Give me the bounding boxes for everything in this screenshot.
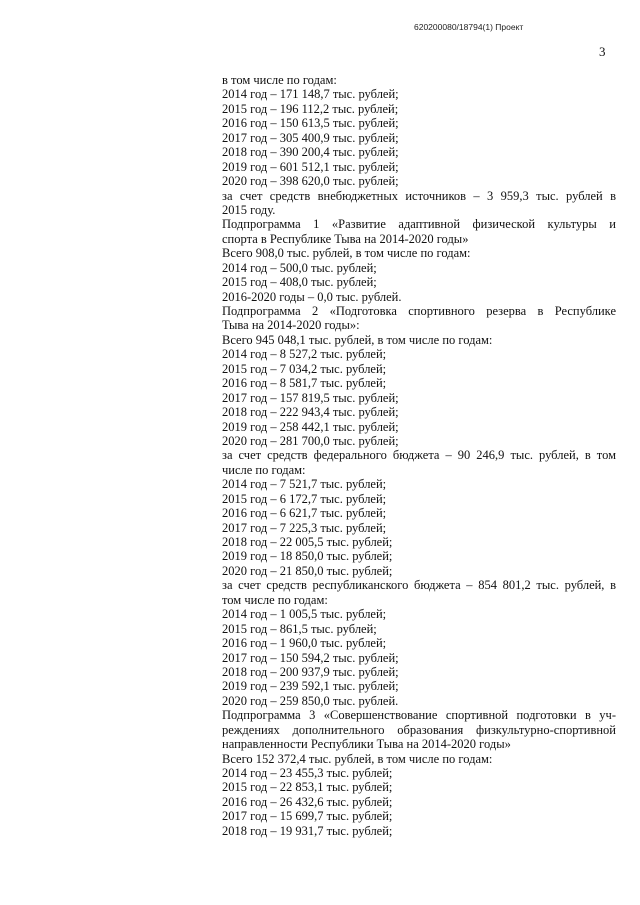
text-line: 2014 год – 8 527,2 тыс. рублей;	[222, 347, 387, 362]
text-line: 2017 год – 15 699,7 тыс. рублей;	[222, 809, 393, 824]
text-line: 2015 год – 6 172,7 тыс. рублей;	[222, 491, 387, 506]
text-line: 2015 год – 22 853,1 тыс. рублей;	[222, 780, 393, 795]
text-line: за счет средств федерального бюджета – 90 246,9 тыс. рублей, в том	[222, 448, 616, 463]
text-line: 2016 год – 6 621,7 тыс. рублей;	[222, 506, 387, 521]
text-line: Всего 945 048,1 тыс. рублей, в том числе по годам:	[222, 332, 493, 347]
text-line: 2019 год – 601 512,1 тыс. рублей;	[222, 159, 399, 174]
text-line: Подпрограмма 2 «Подготовка спортивного резерва в Республике	[222, 304, 616, 318]
text-line: 2020 год – 281 700,0 тыс. рублей;	[222, 433, 399, 448]
text-line: 2018 год – 19 931,7 тыс. рублей;	[222, 823, 393, 838]
text-line: 2020 год – 398 620,0 тыс. рублей;	[222, 174, 399, 189]
text-line: числе по годам:	[222, 462, 306, 477]
text-line: том числе по годам:	[222, 592, 328, 607]
text-line: 2014 год – 23 455,3 тыс. рублей;	[222, 766, 393, 780]
text-line: 2020 год – 259 850,0 тыс. рублей.	[222, 693, 399, 708]
text-line: 2019 год – 18 850,0 тыс. рублей;	[222, 549, 393, 564]
text-line: 2014 год – 7 521,7 тыс. рублей;	[222, 477, 387, 492]
text-line: 2018 год – 22 005,5 тыс. рублей;	[222, 535, 393, 549]
text-line: 2014 год – 171 148,7 тыс. рублей;	[222, 87, 399, 102]
text-line: 2016 год – 1 960,0 тыс. рублей;	[222, 636, 387, 651]
document-body	[222, 73, 616, 838]
text-line: 2015 год – 7 034,2 тыс. рублей;	[222, 361, 387, 376]
text-line: 2018 год – 200 937,9 тыс. рублей;	[222, 664, 399, 679]
text-line: 2016 год – 150 613,5 тыс. рублей;	[222, 116, 399, 131]
text-line: 2017 год – 7 225,3 тыс. рублей;	[222, 520, 387, 535]
text-line: 2020 год – 21 850,0 тыс. рублей;	[222, 563, 393, 578]
text-line: 2014 год – 1 005,5 тыс. рублей;	[222, 607, 387, 622]
text-line: 2017 год – 305 400,9 тыс. рублей;	[222, 130, 399, 145]
text-line: за счет средств внебюджетных источников – 3 959,3 тыс. рублей в	[222, 188, 616, 203]
text-line: Подпрограмма 3 «Совершенствование спортивной подготовки в уч-	[222, 708, 616, 723]
text-line: 2015 году.	[222, 202, 276, 217]
text-line: 2019 год – 239 592,1 тыс. рублей;	[222, 679, 399, 694]
text-line: в том числе по годам:	[222, 73, 337, 87]
text-line: 2015 год – 408,0 тыс. рублей;	[222, 275, 377, 290]
document-code: 620200080/18794(1) Проект	[414, 22, 524, 32]
text-line: 2014 год – 500,0 тыс. рублей;	[222, 260, 377, 275]
text-line: 2015 год – 196 112,2 тыс. рублей;	[222, 101, 399, 116]
text-line: Подпрограмма 1 «Развитие адаптивной физической культуры и	[222, 217, 616, 232]
text-line: 2016-2020 годы – 0,0 тыс. рублей.	[222, 289, 402, 304]
text-line: Тыва на 2014-2020 годы»:	[222, 318, 360, 333]
text-line: 2018 год – 222 943,4 тыс. рублей;	[222, 405, 399, 420]
text-line: Всего 152 372,4 тыс. рублей, в том числе по годам:	[222, 751, 493, 766]
page-number: 3	[599, 44, 606, 59]
text-line: 2016 год – 8 581,7 тыс. рублей;	[222, 376, 387, 391]
text-line: 2019 год – 258 442,1 тыс. рублей;	[222, 419, 399, 434]
text-line: Всего 908,0 тыс. рублей, в том числе по годам:	[222, 246, 471, 261]
text-line: реждениях дополнительного образования физкультурно-спортивной	[222, 722, 616, 737]
text-line: 2017 год – 150 594,2 тыс. рублей;	[222, 650, 399, 665]
text-line: 2015 год – 861,5 тыс. рублей;	[222, 621, 377, 636]
text-line: 2017 год – 157 819,5 тыс. рублей;	[222, 390, 399, 405]
text-line: спорта в Республике Тыва на 2014-2020 годы»	[222, 231, 469, 246]
text-line: 2018 год – 390 200,4 тыс. рублей;	[222, 145, 399, 160]
text-line: 2016 год – 26 432,6 тыс. рублей;	[222, 794, 393, 809]
text-line: направленности Республики Тыва на 2014-2020 годы»	[222, 737, 511, 752]
text-line: за счет средств республиканского бюджета – 854 801,2 тыс. рублей, в	[222, 578, 616, 593]
